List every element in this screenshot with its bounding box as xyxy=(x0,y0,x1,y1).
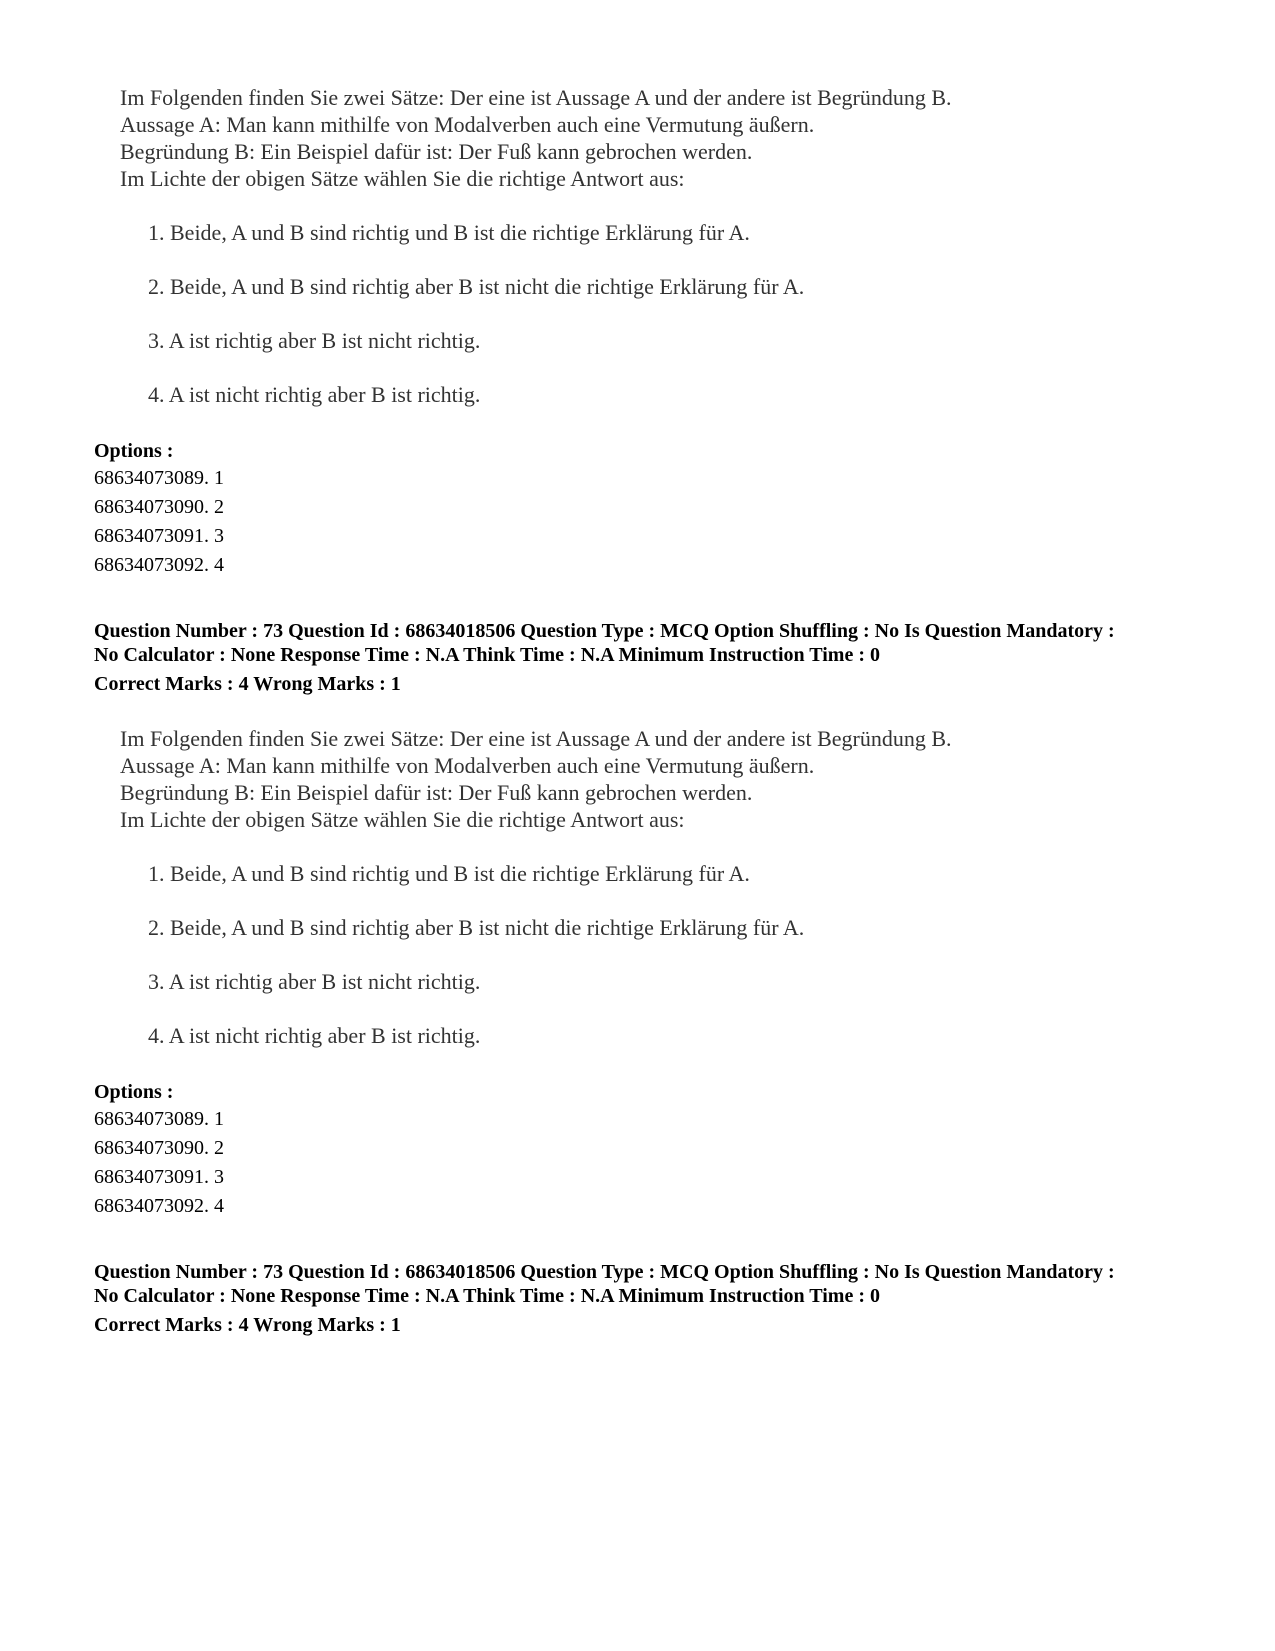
option-item: 68634073090. 2 xyxy=(94,1137,224,1159)
question-line: Aussage A: Man kann mithilfe von Modalverben auch eine Vermutung äußern. xyxy=(120,112,815,137)
options-label: Options : xyxy=(94,1081,174,1103)
question-text xyxy=(120,84,1220,192)
question-meta-line: Question Number : 73 Question Id : 68634018506 Question Type : MCQ Option Shuffling : No Is Question Mandatory : xyxy=(94,1261,1115,1283)
question-meta xyxy=(94,619,1234,696)
answer-choice: 2. Beide, A und B sind richtig aber B ist nicht die richtige Erklärung für A. xyxy=(148,274,805,299)
marks-line: Correct Marks : 4 Wrong Marks : 1 xyxy=(94,1314,401,1336)
question-meta-line: No Calculator : None Response Time : N.A Think Time : N.A Minimum Instruction Time : 0 xyxy=(94,1285,880,1307)
question-line: Begründung B: Ein Beispiel dafür ist: Der Fuß kann gebrochen werden. xyxy=(120,780,753,805)
question-line: Im Folgenden finden Sie zwei Sätze: Der eine ist Aussage A und der andere ist Begründung B. xyxy=(120,726,952,751)
marks-line: Correct Marks : 4 Wrong Marks : 1 xyxy=(94,673,401,695)
option-item: 68634073092. 4 xyxy=(94,1195,224,1217)
answer-choice: 4. A ist nicht richtig aber B ist richtig. xyxy=(148,382,481,407)
option-item: 68634073090. 2 xyxy=(94,496,224,518)
answer-choices xyxy=(148,861,1148,1077)
answer-choice: 2. Beide, A und B sind richtig aber B ist nicht die richtige Erklärung für A. xyxy=(148,915,805,940)
options-label: Options : xyxy=(94,440,174,462)
answer-choice: 3. A ist richtig aber B ist nicht richtig. xyxy=(148,328,481,353)
option-item: 68634073089. 1 xyxy=(94,467,224,489)
options-list xyxy=(94,1105,224,1221)
option-item: 68634073091. 3 xyxy=(94,1166,224,1188)
question-line: Im Lichte der obigen Sätze wählen Sie die richtige Antwort aus: xyxy=(120,807,685,832)
option-item: 68634073092. 4 xyxy=(94,554,224,576)
answer-choice: 4. A ist nicht richtig aber B ist richtig. xyxy=(148,1023,481,1048)
question-line: Im Folgenden finden Sie zwei Sätze: Der eine ist Aussage A und der andere ist Begründung B. xyxy=(120,85,952,110)
answer-choice: 1. Beide, A und B sind richtig und B ist die richtige Erklärung für A. xyxy=(148,861,750,886)
answer-choice: 1. Beide, A und B sind richtig und B ist die richtige Erklärung für A. xyxy=(148,220,750,245)
answer-choice: 3. A ist richtig aber B ist nicht richtig. xyxy=(148,969,481,994)
question-line: Aussage A: Man kann mithilfe von Modalverben auch eine Vermutung äußern. xyxy=(120,753,815,778)
question-meta-line: Question Number : 73 Question Id : 68634018506 Question Type : MCQ Option Shuffling : No Is Question Mandatory : xyxy=(94,620,1115,642)
option-item: 68634073089. 1 xyxy=(94,1108,224,1130)
question-line: Im Lichte der obigen Sätze wählen Sie die richtige Antwort aus: xyxy=(120,166,685,191)
answer-choices xyxy=(148,220,1148,436)
question-line: Begründung B: Ein Beispiel dafür ist: Der Fuß kann gebrochen werden. xyxy=(120,139,753,164)
question-meta xyxy=(94,1260,1234,1337)
question-meta-line: No Calculator : None Response Time : N.A Think Time : N.A Minimum Instruction Time : 0 xyxy=(94,644,880,666)
option-item: 68634073091. 3 xyxy=(94,525,224,547)
options-list xyxy=(94,464,224,580)
question-text xyxy=(120,725,1220,833)
